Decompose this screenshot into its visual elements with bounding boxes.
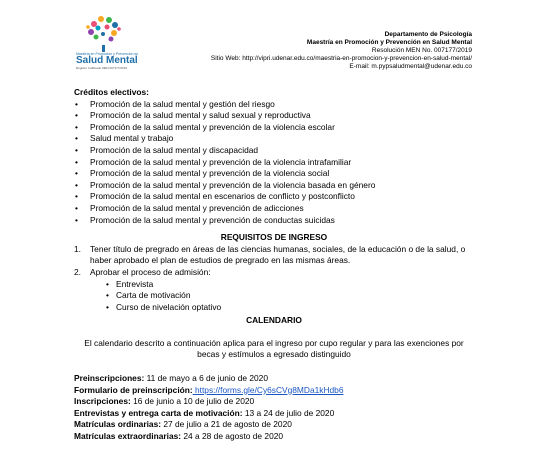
requirement-text: Aprobar el proceso de admisión:: [90, 266, 211, 277]
calendar-value: 11 de mayo a 6 de junio de 2020: [144, 373, 268, 384]
electives-list: [74, 99, 474, 227]
calendar-label: Matrículas ordinarias:: [74, 419, 162, 430]
list-item: • Curso de nivelación optativo: [106, 302, 474, 314]
requirements-title: REQUISITOS DE INGRESO: [220, 232, 328, 243]
list-item: [74, 267, 474, 313]
calendar-row: [74, 373, 474, 385]
list-item: [74, 244, 474, 267]
logo-text: [76, 52, 138, 70]
list-item: • Promoción de la salud mental y prevención de conductas suicidas: [74, 215, 474, 227]
list-item: • Promoción de la salud mental y prevención de la violencia intrafamiliar: [74, 157, 474, 169]
calendar-label: Inscripciones:: [74, 396, 131, 407]
email[interactable]: E-mail: m.pypsaludmental@udenar.edu.co: [349, 63, 472, 70]
calendar-label: Matrículas extraordinarias:: [74, 431, 182, 442]
calendar-row: [74, 408, 474, 420]
calendar-value: 16 de junio a 10 de julio de 2020: [130, 396, 255, 407]
calendar-row: [74, 431, 474, 443]
calendar-list: [74, 373, 474, 443]
list-item: • Promoción de la salud mental en escenarios de conflicto y postconflicto: [74, 191, 474, 203]
requirement-text: Tener título de pregrado en áreas de las ciencias humanas, sociales, de la educación o de la salud, o haber aprobado el plan de estudios de pregrado en las mismas áreas.: [90, 243, 466, 266]
list-item: • Promoción de la salud mental y prevención de la violencia social: [74, 168, 474, 180]
department: Departamento de Psicología: [384, 31, 472, 38]
list-item: • Promoción de la salud mental y discapacidad: [74, 145, 474, 157]
list-item: • Salud mental y trabajo: [74, 133, 474, 145]
list-item: • Carta de motivación: [106, 290, 474, 302]
list-item: • Entrevista: [106, 279, 474, 291]
calendar-label: Formulario de preinscripción:: [74, 384, 193, 395]
calendar-value: 27 de julio a 21 de agosto de 2020: [161, 419, 292, 430]
admission-steps: [90, 279, 474, 314]
logo-subline: Registro Calificado MEN 007177/2019: [76, 66, 128, 70]
list-item: • Promoción de la salud mental y prevención de adicciones: [74, 203, 474, 215]
item-number: 2.: [74, 266, 81, 277]
list-item: • Promoción de la salud mental y prevención de la violencia basada en género: [74, 180, 474, 192]
requirements-list: [74, 244, 474, 314]
electives-title: Créditos electivos:: [74, 87, 149, 97]
list-item: • Promoción de la salud mental y prevención de la violencia escolar: [74, 122, 474, 134]
calendar-label: Entrevistas y entrega carta de motivación:: [74, 407, 243, 418]
calendar-row: [74, 396, 474, 408]
document-header: [211, 31, 472, 71]
calendar-value: 24 a 28 de agosto de 2020: [181, 431, 284, 442]
item-number: 1.: [74, 243, 81, 254]
calendar-row: [74, 419, 474, 431]
tree-logo-icon: [74, 12, 134, 56]
document-body: [74, 87, 474, 443]
calendar-intro: El calendario descrito a continuación aplica para el ingreso por cupo regular y para las exenciones por becas y estímulos a egresado distinguido: [84, 337, 464, 360]
calendar-row: [74, 385, 474, 397]
calendar-label: Preinscripciones:: [74, 373, 145, 384]
list-item: • Promoción de la salud mental y gestión del riesgo: [74, 99, 474, 111]
program-name: Maestría en Promoción y Prevención en Salud Mental: [306, 39, 472, 46]
resolution: Resolución MEN No. 007177/2019: [371, 47, 472, 54]
form-link[interactable]: https://forms.gle/Cy6sCVg8MDa1kHdb6: [192, 384, 344, 395]
calendar-value: 13 a 24 de julio de 2020: [242, 407, 335, 418]
logo-name: Salud Mental: [76, 55, 138, 66]
list-item: • Promoción de la salud mental y salud sexual y reproductiva: [74, 110, 474, 122]
calendar-title: CALENDARIO: [246, 315, 302, 326]
website[interactable]: Sitio Web: http://vipri.udenar.edu.co/maestria-en-promocion-y-prevencion-en-salud-mental/: [210, 55, 472, 62]
logo-tagline: Maestría en Promoción y Prevención en: [76, 52, 139, 56]
